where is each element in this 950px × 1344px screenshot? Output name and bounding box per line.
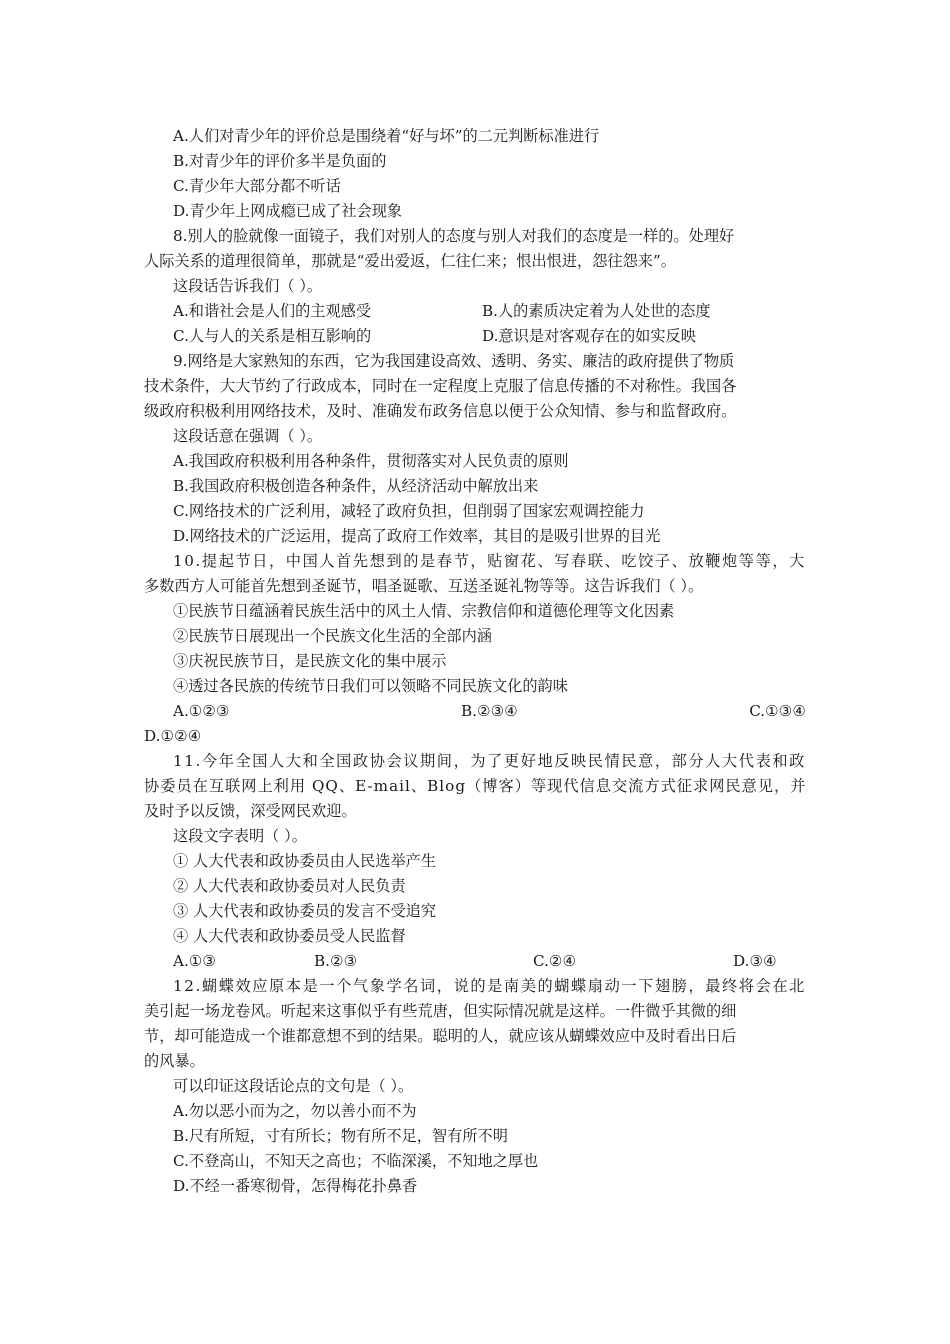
q10-stem-line1: 10.提起节日，中国人首先想到的是春节，贴窗花、写春联、吃饺子、放鞭炮等等，大 xyxy=(173,552,806,570)
q7-option-b: B.对青少年的评价多半是负面的 xyxy=(173,152,387,170)
q8-stem-line2: 人际关系的道理很简单，那就是“爱出爱返，仁往仁来；恨出恨进，怨往怨来”。 xyxy=(144,252,676,270)
q9-stem-line1: 9.网络是大家熟知的东西，它为我国建设高效、透明、务实、廉洁的政府提供了物质 xyxy=(173,352,735,370)
q11-statement-3: ③ 人大代表和政协委员的发言不受追究 xyxy=(173,902,437,920)
q12-stem-line1: 12.蝴蝶效应原本是一个气象学名词，说的是南美的蝴蝶扇动一下翅膀，最终将会在北 xyxy=(173,977,806,995)
q11-option-b: B.②③ xyxy=(314,952,358,970)
q12-option-b: B.尺有所短，寸有所长；物有所不足，智有所不明 xyxy=(173,1127,508,1145)
q9-option-b: B.我国政府积极创造各种条件，从经济活动中解放出来 xyxy=(173,477,539,495)
q11-stem-line1: 11.今年全国人大和全国政协会议期间，为了更好地反映民情民意，部分人大代表和政 xyxy=(173,752,806,770)
q11-statement-2: ② 人大代表和政协委员对人民负责 xyxy=(173,877,406,895)
q8-prompt: 这段话告诉我们（ ）。 xyxy=(173,277,323,295)
q10-options-row xyxy=(173,699,806,724)
q8-option-d: D.意识是对客观存在的如实反映 xyxy=(482,327,696,345)
q10-stem-line2: 多数西方人可能首先想到圣诞节，唱圣诞歌、互送圣诞礼物等等。这告诉我们（ ）。 xyxy=(144,577,704,595)
q7-option-c: C.青少年大部分都不听话 xyxy=(173,177,341,195)
q8-option-b: B.人的素质决定着为人处世的态度 xyxy=(482,302,711,320)
q9-option-a: A.我国政府积极利用各种条件，贯彻落实对人民负责的原则 xyxy=(173,452,569,470)
q11-stem-line3: 及时予以反馈，深受网民欢迎。 xyxy=(144,802,357,820)
q7-option-a: A.人们对青少年的评价总是围绕着“好与坏”的二元判断标准进行 xyxy=(173,127,600,145)
q12-stem-line2: 美引起一场龙卷风。听起来这事似乎有些荒唐，但实际情况就是这样。一件微乎其微的细 xyxy=(144,1002,737,1020)
q12-prompt: 可以印证这段话论点的文句是（ ）。 xyxy=(173,1077,414,1095)
q11-prompt: 这段文字表明（ ）。 xyxy=(173,827,307,845)
q12-option-a: A.勿以恶小而为之，勿以善小而不为 xyxy=(173,1102,417,1120)
q11-option-a: A.①③ xyxy=(173,952,217,970)
q9-stem-line2: 技术条件，大大节约了行政成本，同时在一定程度上克服了信息传播的不对称性。我国各 xyxy=(144,377,737,395)
q11-statement-1: ① 人大代表和政协委员由人民选举产生 xyxy=(173,852,437,870)
q8-option-a: A.和谐社会是人们的主观感受 xyxy=(173,302,372,320)
q12-option-c: C.不登高山，不知天之高也；不临深溪，不知地之厚也 xyxy=(173,1152,539,1170)
q10-statement-2: ②民族节日展现出一个民族文化生活的全部内涵 xyxy=(173,627,492,645)
q12-stem-line3: 节，却可能造成一个谁都意想不到的结果。聪明的人，就应该从蝴蝶效应中及时看出日后 xyxy=(144,1027,737,1045)
q11-option-c: C.②④ xyxy=(533,952,577,970)
q11-stem-line2: 协委员在互联网上利用 QQ、E-mail、Blog（博客）等现代信息交流方式征求网民意见，并 xyxy=(144,777,807,795)
q9-prompt: 这段话意在强调（ ）。 xyxy=(173,427,323,445)
q12-stem-line4: 的风暴。 xyxy=(144,1052,205,1070)
q9-option-d: D.网络技术的广泛运用，提高了政府工作效率，其目的是吸引世界的目光 xyxy=(173,527,661,545)
q10-option-a: A.①②③ xyxy=(173,702,230,720)
q7-option-d: D.青少年上网成瘾已成了社会现象 xyxy=(173,202,403,220)
q10-statement-4: ④透过各民族的传统节日我们可以领略不同民族文化的韵味 xyxy=(173,677,568,695)
q8-option-c: C.人与人的关系是相互影响的 xyxy=(173,327,372,345)
q10-statement-1: ①民族节日蕴涵着民族生活中的风土人情、宗教信仰和道德伦理等文化因素 xyxy=(173,602,675,620)
q10-option-d: D.①②④ xyxy=(144,727,202,745)
q12-option-d: D.不经一番寒彻骨，怎得梅花扑鼻香 xyxy=(173,1177,418,1195)
q10-option-c: C.①③④ xyxy=(749,702,806,720)
q10-option-b: B.②③④ xyxy=(461,702,518,720)
q10-statement-3: ③庆祝民族节日，是民族文化的集中展示 xyxy=(173,652,447,670)
q9-option-c: C.网络技术的广泛利用，减轻了政府负担，但削弱了国家宏观调控能力 xyxy=(173,502,645,520)
q11-option-d: D.③④ xyxy=(733,952,777,970)
q11-statement-4: ④ 人大代表和政协委员受人民监督 xyxy=(173,927,406,945)
q8-stem-line1: 8.别人的脸就像一面镜子，我们对别人的态度与别人对我们的态度是一样的。处理好 xyxy=(173,227,735,245)
q9-stem-line3: 级政府积极利用网络技术，及时、准确发布政务信息以便于公众知情、参与和监督政府。 xyxy=(144,402,737,420)
